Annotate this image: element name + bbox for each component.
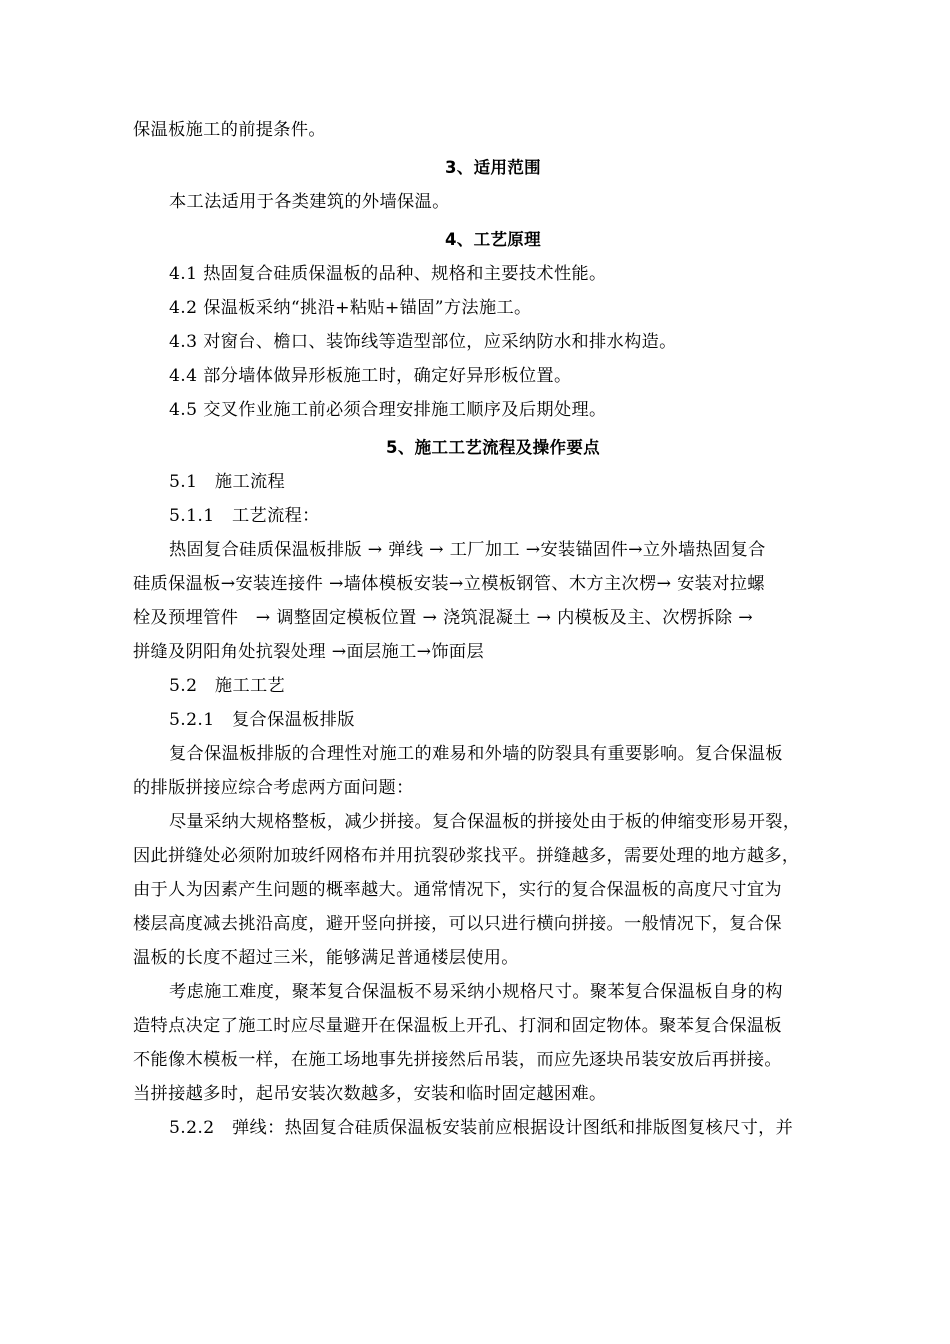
section-3-heading: 3、适用范围 xyxy=(444,158,542,177)
section-4-item-4: 4.4 部分墙体做异形板施工时，确定好异形板位置。 xyxy=(169,366,572,386)
paragraph-1-line-1: 复合保温板排版的合理性对施工的难易和外墙的防裂具有重要影响。复合保温板 xyxy=(169,744,783,764)
subsection-5-1-1: 5.1.1 工艺流程： xyxy=(169,506,320,526)
subsection-5-2-1: 5.2.1 复合保温板排版 xyxy=(169,710,355,730)
intro-tail-text: 保温板施工的前提条件。 xyxy=(133,120,326,140)
section-3-body: 本工法适用于各类建筑的外墙保温。 xyxy=(169,192,450,212)
section-4-heading: 4、工艺原理 xyxy=(444,230,542,249)
subsection-5-1: 5.1 施工流程 xyxy=(169,472,286,492)
section-4-item-1: 4.1 热固复合硅质保温板的品种、规格和主要技术性能。 xyxy=(169,264,607,284)
paragraph-2-line-2: 因此拼缝处必须附加玻纤网格布并用抗裂砂浆找平。拼缝越多，需要处理的地方越多， xyxy=(133,846,800,866)
flow-line-4: 拼缝及阴阳角处抗裂处理 →面层施工→饰面层 xyxy=(133,642,484,662)
paragraph-2-line-1: 尽量采纳大规格整板，减少拼接。复合保温板的拼接处由于板的伸缩变形易开裂， xyxy=(169,812,801,832)
section-4-item-3: 4.3 对窗台、檐口、装饰线等造型部位，应采纳防水和排水构造。 xyxy=(169,332,677,352)
paragraph-3-line-2: 造特点决定了施工时应尽量避开在保温板上开孔、打洞和固定物体。聚苯复合保温板 xyxy=(133,1016,782,1036)
paragraph-1-line-2: 的排版拼接应综合考虑两方面问题： xyxy=(133,778,414,798)
paragraph-2-line-3: 由于人为因素产生问题的概率越大。通常情况下，实行的复合保温板的高度尺寸宜为 xyxy=(133,880,782,900)
section-4-item-2: 4.2 保温板采纳“挑沿+粘贴+锚固”方法施工。 xyxy=(169,298,532,318)
subsection-5-2: 5.2 施工工艺 xyxy=(169,676,286,696)
paragraph-3-line-4: 当拼接越多时，起吊安装次数越多，安装和临时固定越困难。 xyxy=(133,1084,607,1104)
flow-line-2: 硅质保温板→安装连接件 →墙体模板安装→立模板钢管、木方主次楞→ 安装对拉螺 xyxy=(133,574,765,594)
paragraph-3-line-1: 考虑施工难度，聚苯复合保温板不易采纳小规格尺寸。聚苯复合保温板自身的构 xyxy=(169,982,783,1002)
paragraph-2-line-4: 楼层高度减去挑沿高度，避开竖向拼接，可以只进行横向拼接。一般情况下，复合保 xyxy=(133,914,782,934)
document-body xyxy=(133,113,853,1145)
flow-line-1: 热固复合硅质保温板排版 → 弹线 → 工厂加工 →安装锚固件→立外墙热固复合 xyxy=(169,540,766,560)
section-4-item-5: 4.5 交叉作业施工前必须合理安排施工顺序及后期处理。 xyxy=(169,400,607,420)
paragraph-2-line-5: 温板的长度不超过三米，能够满足普通楼层使用。 xyxy=(133,948,519,968)
flow-line-3: 栓及预埋管件 → 调整固定模板位置 → 浇筑混凝土 → 内模板及主、次楞拆除 → xyxy=(133,608,754,628)
subsection-5-2-2: 5.2.2 弹线：热固复合硅质保温板安装前应根据设计图纸和排版图复核尺寸，并 xyxy=(169,1118,794,1138)
paragraph-3-line-3: 不能像木模板一样，在施工场地事先拼接然后吊装，而应先逐块吊装安放后再拼接。 xyxy=(133,1050,782,1070)
section-5-heading: 5、施工工艺流程及操作要点 xyxy=(385,438,601,457)
